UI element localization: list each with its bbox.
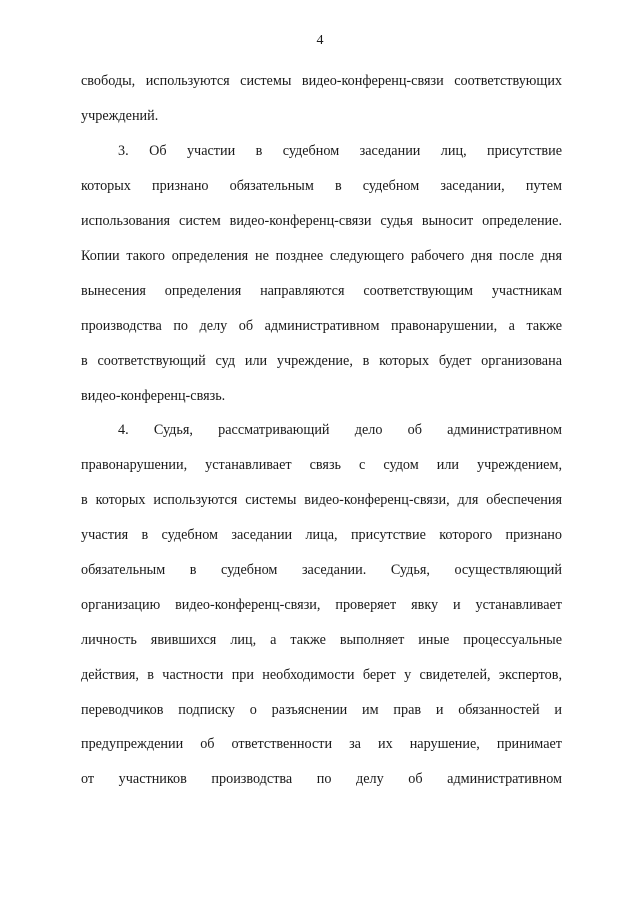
page-number: 4	[316, 33, 324, 48]
text-line: производства по делу об административном правонарушении, а также	[81, 318, 562, 334]
text-line: предупреждении об ответственности за их нарушение, принимает	[81, 736, 562, 752]
text-line: учреждений.	[81, 108, 159, 124]
text-line: видео-конференц-связь.	[81, 388, 226, 404]
text-line: личность явившихся лиц, а также выполняет иные процессуальные	[81, 632, 562, 648]
text-line: действия, в частности при необходимости берет у свидетелей, экспертов,	[81, 667, 562, 683]
text-line: 3. Об участии в судебном заседании лиц, присутствие	[118, 143, 562, 159]
text-line: от участников производства по делу об административном	[81, 771, 562, 787]
text-line: правонарушении, устанавливает связь с судом или учреждением,	[81, 457, 562, 473]
text-line: в которых используются системы видео-конференц-связи, для обеспечения	[81, 492, 562, 508]
text-line: организацию видео-конференц-связи, проверяет явку и устанавливает	[81, 597, 562, 613]
text-line: переводчиков подписку о разъяснении им прав и обязанностей и	[81, 702, 562, 718]
text-line: которых признано обязательным в судебном заседании, путем	[81, 178, 562, 194]
text-line: в соответствующий суд или учреждение, в которых будет организована	[81, 353, 562, 369]
text-line: участия в судебном заседании лица, присутствие которого признано	[81, 527, 562, 543]
text-line: Копии такого определения не позднее следующего рабочего дня после дня	[81, 248, 562, 264]
text-line: обязательным в судебном заседании. Судья, осуществляющий	[81, 562, 562, 578]
text-line: использования систем видео-конференц-связи судья выносит определение.	[81, 213, 562, 229]
text-line: свободы, используются системы видео-конференц-связи соответствующих	[81, 73, 562, 89]
text-line: 4. Судья, рассматривающий дело об административном	[118, 422, 562, 438]
text-line: вынесения определения направляются соответствующим участникам	[81, 283, 562, 299]
